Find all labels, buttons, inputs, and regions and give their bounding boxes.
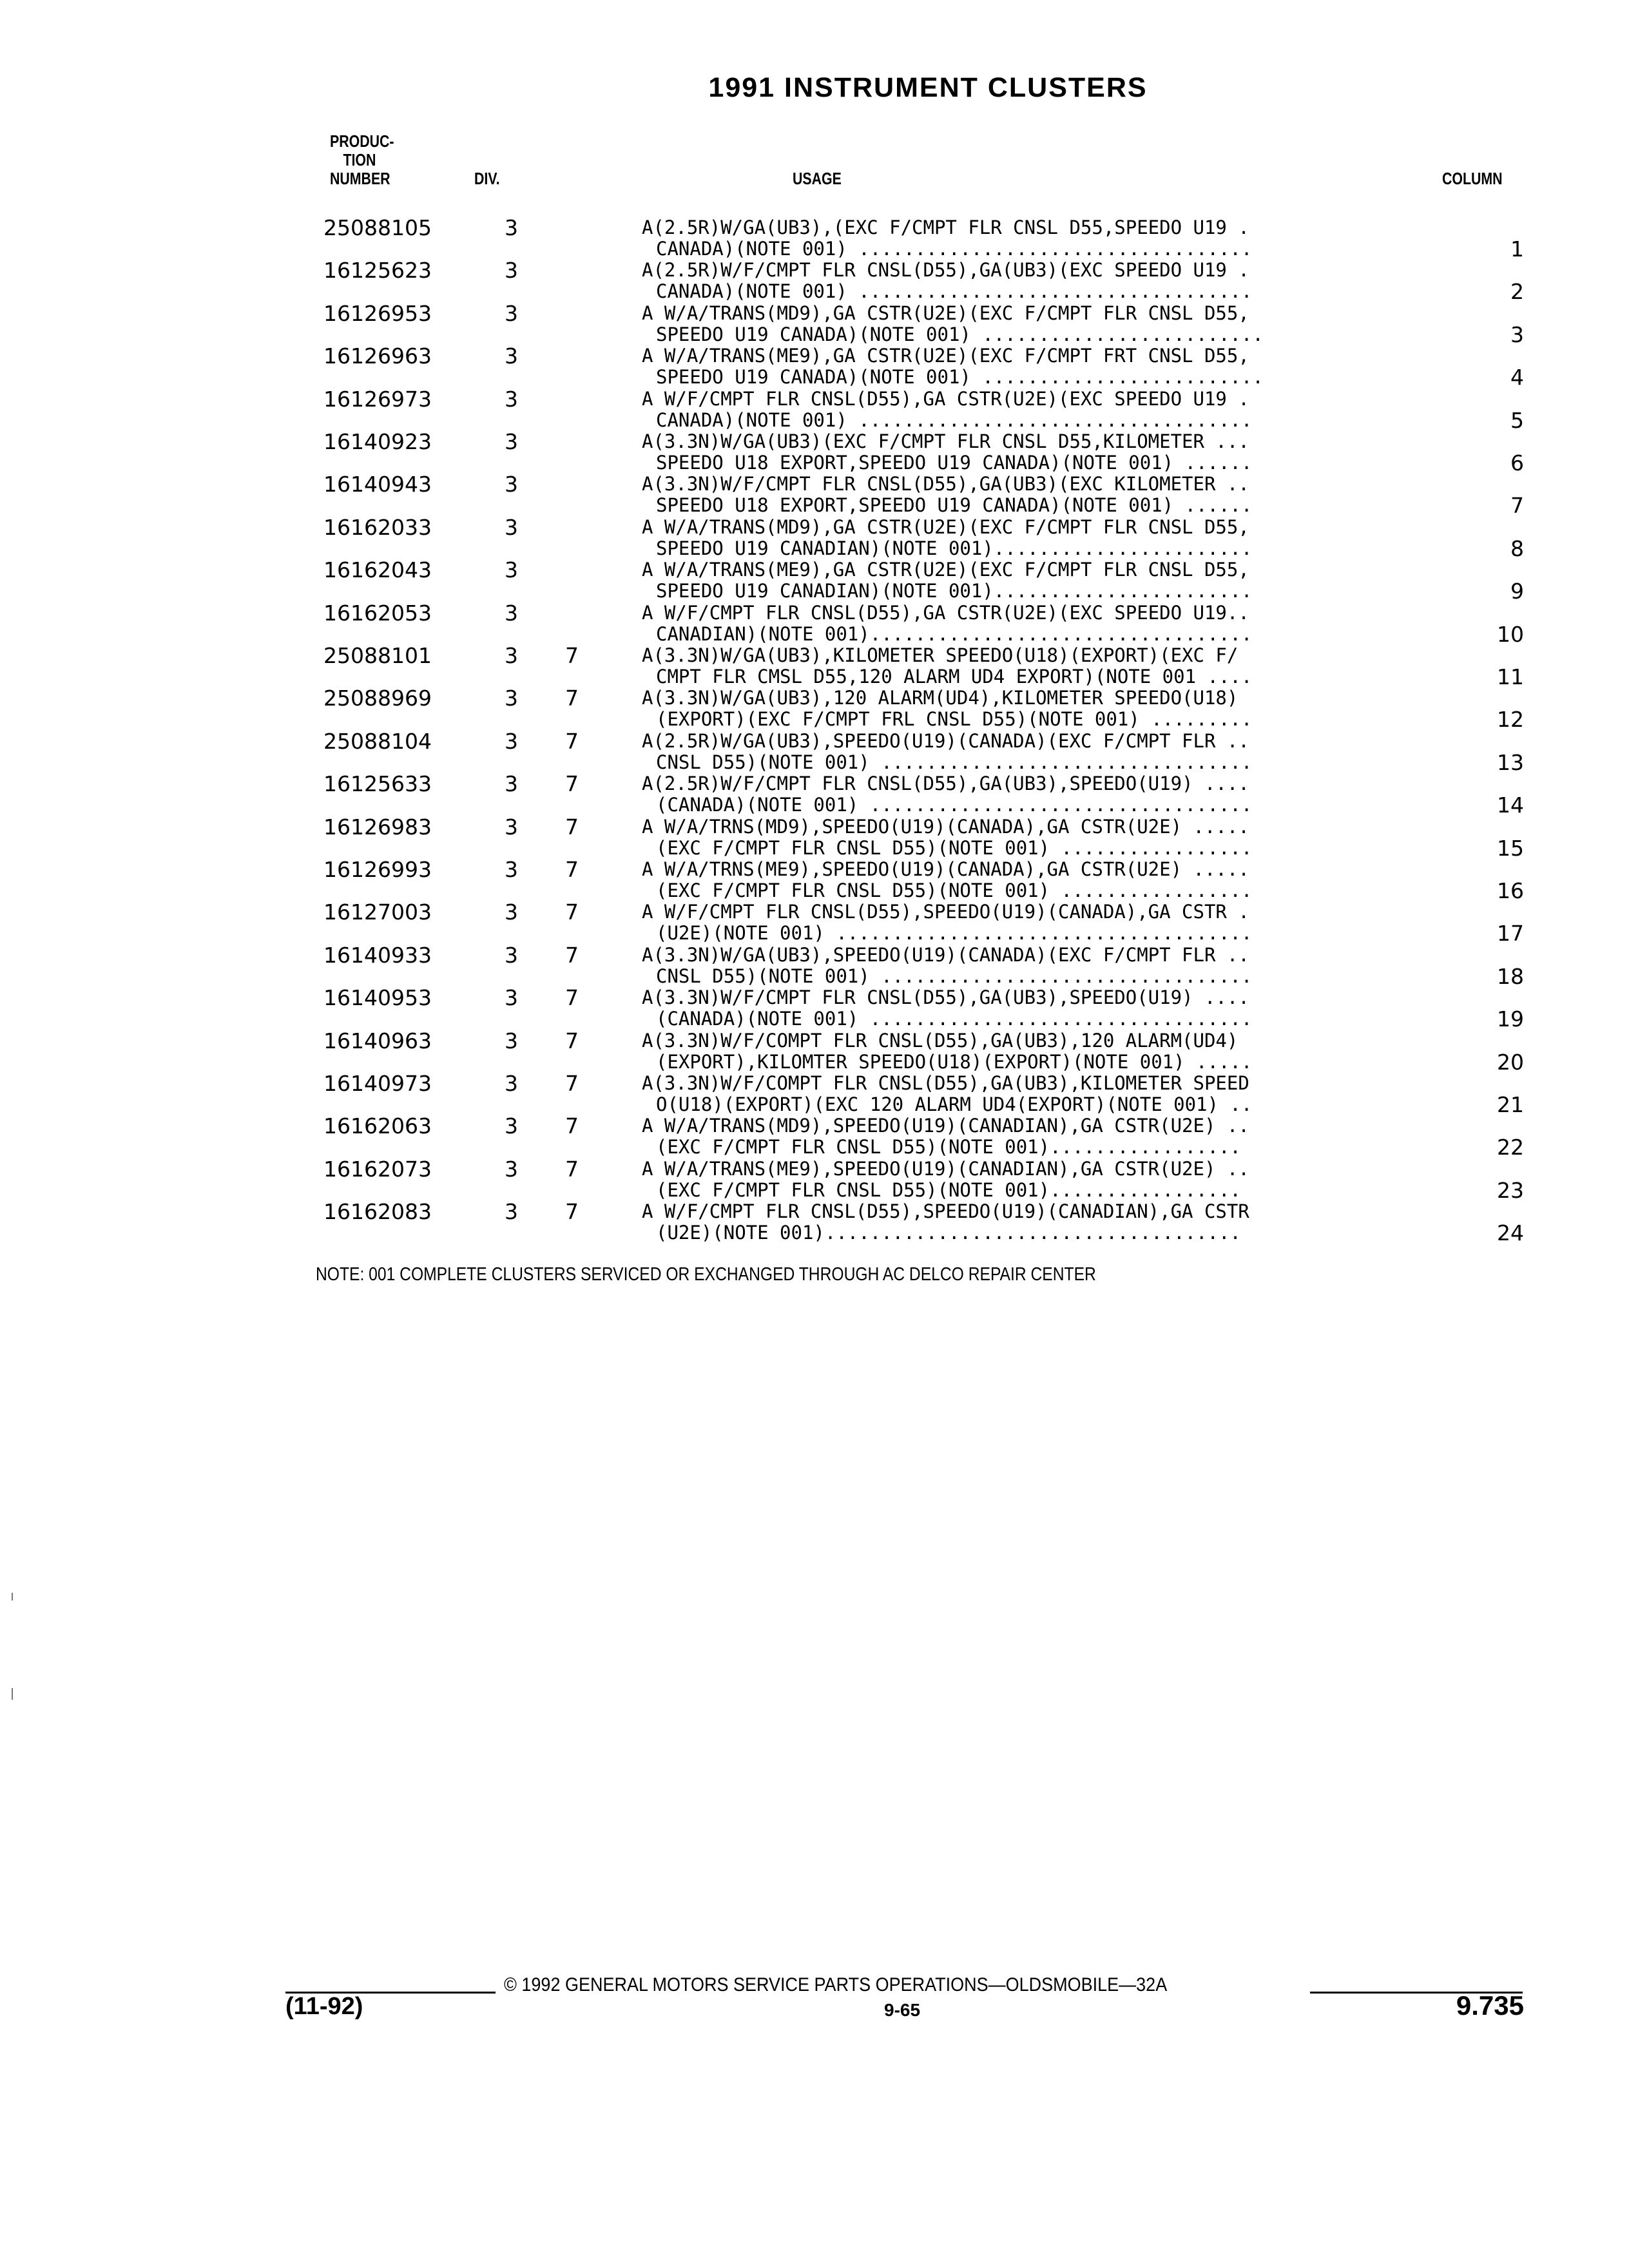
footer-copyright: © 1992 GENERAL MOTORS SERVICE PARTS OPERATIONS—OLDSMOBILE—32A [504, 1974, 1168, 1995]
production-number: 16126983 [323, 814, 432, 840]
division-code: 3 [505, 343, 518, 369]
table-row [0, 300, 1629, 347]
production-number-header [330, 131, 394, 188]
usage-description [642, 474, 1473, 516]
table-row [0, 773, 1629, 816]
usage-description [642, 602, 1473, 645]
production-number-header-line-1: PRODUC- [330, 131, 394, 151]
usage-line-2: CNSL D55)(NOTE 001) ................................. [656, 965, 1253, 987]
usage-line-1: A W/A/TRNS(ME9),SPEEDO(U19)(CANADA),GA CSTR(U2E) ..... [642, 859, 1249, 880]
division-code: 3 [505, 429, 518, 454]
usage-line-2: CANADA)(NOTE 001) ................................... [656, 281, 1253, 303]
usage-description [642, 303, 1473, 345]
usage-description [642, 645, 1473, 687]
usage-description [642, 945, 1473, 987]
footnote: NOTE: 001 COMPLETE CLUSTERS SERVICED OR EXCHANGED THROUGH AC DELCO REPAIR CENTER [316, 1264, 1096, 1285]
column-number: 8 [1510, 535, 1524, 561]
usage-line-2: CANADA)(NOTE 001) ................................... [656, 409, 1253, 431]
column-number: 19 [1497, 1006, 1524, 1032]
usage-line-2: (EXC F/CMPT FLR CNSL D55)(NOTE 001) ................. [656, 880, 1253, 901]
production-number: 16127003 [323, 899, 432, 925]
usage-line-1: A(3.3N)W/F/CMPT FLR CNSL(D55),GA(UB3)(EXC KILOMETER .. [642, 474, 1249, 495]
production-number: 16126963 [323, 343, 432, 369]
column-number: 4 [1510, 365, 1524, 390]
table-row [0, 686, 1629, 733]
column-number: 20 [1497, 1049, 1524, 1075]
table-row [0, 816, 1629, 859]
usage-line-2: (EXPORT)(EXC F/CMPT FRL CNSL D55)(NOTE 001) ......... [656, 709, 1253, 731]
production-number: 25088104 [323, 728, 432, 754]
production-number: 16162063 [323, 1113, 432, 1139]
production-number-header-line-3: NUMBER [330, 169, 390, 188]
division-code: 3 [505, 472, 518, 497]
usage-line-1: A(3.3N)W/F/CMPT FLR CNSL(D55),GA(UB3),SPEEDO(U19) .... [642, 987, 1249, 1009]
table-row [0, 1073, 1629, 1115]
usage-description [642, 687, 1473, 730]
usage-line-2: (EXC F/CMPT FLR CNSL D55)(NOTE 001) ................. [656, 837, 1253, 859]
usage-line-1: A W/A/TRANS(ME9),GA CSTR(U2E)(EXC F/CMPT FRT CNSL D55, [642, 345, 1249, 367]
column-number: 1 [1510, 236, 1524, 262]
division-code: 3 [505, 1113, 518, 1139]
production-number: 16140973 [323, 1071, 432, 1096]
production-number: 16140943 [323, 472, 432, 497]
usage-line-1: A W/F/CMPT FLR CNSL(D55),GA CSTR(U2E)(EXC SPEEDO U19 . [642, 388, 1249, 410]
usage-line-2: SPEEDO U19 CANADA)(NOTE 001) ......................... [656, 367, 1264, 389]
footer-date-code: (11-92) [285, 1993, 363, 2020]
usage-line-1: A W/F/CMPT FLR CNSL(D55),SPEEDO(U19)(CANADIAN),GA CSTR [642, 1201, 1249, 1223]
division-code: 3 [505, 728, 518, 754]
usage-description [642, 217, 1473, 260]
table-row [0, 472, 1629, 519]
column-header: COLUMN [1442, 169, 1503, 188]
column-number: 6 [1510, 450, 1524, 476]
usage-line-1: A(2.5R)W/GA(UB3),(EXC F/CMPT FLR CNSL D55,SPEEDO U19 . [642, 217, 1249, 238]
usage-line-1: A(3.3N)W/F/COMPT FLR CNSL(D55),GA(UB3),120 ALARM(UD4) [642, 1030, 1239, 1052]
table-row [0, 1158, 1629, 1201]
usage-description [642, 517, 1473, 559]
usage-description [642, 389, 1473, 431]
footer-section-number: 9.735 [1456, 1990, 1524, 2021]
column-number: 18 [1497, 963, 1524, 989]
usage-line-2: O(U18)(EXPORT)(EXC 120 ALARM UD4(EXPORT)(NOTE 001) .. [656, 1094, 1253, 1115]
division-code: 3 [505, 814, 518, 840]
table-row [0, 431, 1629, 474]
division-code-secondary: 7 [565, 686, 579, 711]
usage-line-2: SPEEDO U18 EXPORT,SPEEDO U19 CANADA)(NOTE 001) ...... [656, 452, 1253, 474]
production-number: 16125623 [323, 258, 432, 284]
usage-line-1: A(3.3N)W/GA(UB3),SPEEDO(U19)(CANADA)(EXC F/CMPT FLR .. [642, 944, 1249, 966]
production-number: 16126973 [323, 386, 432, 412]
division-code-secondary: 7 [565, 1199, 579, 1225]
division-code: 3 [505, 386, 518, 412]
usage-line-2: CANADA)(NOTE 001) ................................... [656, 238, 1253, 260]
table-row [0, 942, 1629, 989]
table-row [0, 728, 1629, 775]
production-number: 16140933 [323, 942, 432, 968]
division-code: 3 [505, 686, 518, 711]
usage-line-2: SPEEDO U19 CANADA)(NOTE 001) ......................... [656, 323, 1264, 345]
column-number: 2 [1510, 279, 1524, 305]
column-number: 5 [1510, 407, 1524, 433]
production-number-header-line-2: TION [343, 150, 376, 169]
division-code-secondary: 7 [565, 1113, 579, 1139]
scan-edge-mark [12, 1688, 13, 1700]
usage-description [642, 431, 1473, 474]
usage-description [642, 1030, 1473, 1073]
usage-description [642, 1201, 1473, 1244]
usage-line-2: (CANADA)(NOTE 001) .................................. [656, 1008, 1253, 1030]
column-number: 15 [1497, 835, 1524, 861]
column-number: 10 [1497, 621, 1524, 647]
production-number: 16162053 [323, 600, 432, 626]
usage-line-2: (CANADA)(NOTE 001) .................................. [656, 794, 1253, 816]
usage-description [642, 1158, 1473, 1201]
column-number: 11 [1497, 664, 1524, 689]
usage-description [642, 1115, 1473, 1158]
page-title: 1991 INSTRUMENT CLUSTERS [708, 72, 1148, 103]
division-code-secondary: 7 [565, 942, 579, 968]
column-number: 21 [1497, 1092, 1524, 1117]
usage-line-1: A(3.3N)W/F/COMPT FLR CNSL(D55),GA(UB3),KILOMETER SPEED [642, 1073, 1249, 1094]
usage-line-2: SPEEDO U19 CANADIAN)(NOTE 001)....................... [656, 537, 1253, 559]
table-row [0, 345, 1629, 388]
production-number: 16126993 [323, 857, 432, 882]
table-row [0, 1201, 1629, 1244]
usage-description [642, 559, 1473, 602]
usage-line-1: A W/F/CMPT FLR CNSL(D55),GA CSTR(U2E)(EXC SPEEDO U19.. [642, 602, 1249, 624]
division-code-secondary: 7 [565, 643, 579, 668]
usage-description [642, 816, 1473, 859]
production-number: 25088969 [323, 686, 432, 711]
usage-line-1: A W/A/TRANS(MD9),GA CSTR(U2E)(EXC F/CMPT FLR CNSL D55, [642, 302, 1249, 324]
usage-line-2: SPEEDO U18 EXPORT,SPEEDO U19 CANADA)(NOTE 001) ...... [656, 495, 1253, 517]
usage-description [642, 987, 1473, 1030]
division-code-secondary: 7 [565, 899, 579, 925]
scan-edge-mark [12, 1593, 13, 1600]
column-number: 9 [1510, 579, 1524, 604]
table-row [0, 602, 1629, 645]
usage-line-2: (EXC F/CMPT FLR CNSL D55)(NOTE 001)................. [656, 1137, 1241, 1158]
usage-line-1: A(2.5R)W/GA(UB3),SPEEDO(U19)(CANADA)(EXC F/CMPT FLR .. [642, 730, 1249, 752]
usage-line-1: A W/A/TRANS(ME9),GA CSTR(U2E)(EXC F/CMPT FLR CNSL D55, [642, 559, 1249, 581]
usage-line-2: (U2E)(NOTE 001)..................................... [656, 1222, 1241, 1244]
column-number: 17 [1497, 921, 1524, 947]
table-row [0, 645, 1629, 687]
table-row [0, 1030, 1629, 1073]
division-code-secondary: 7 [565, 1156, 579, 1182]
division-code: 3 [505, 643, 518, 668]
column-number: 13 [1497, 749, 1524, 775]
column-number: 16 [1497, 878, 1524, 903]
division-code: 3 [505, 1199, 518, 1225]
table-row [0, 217, 1629, 260]
table-row [0, 899, 1629, 947]
usage-line-1: A(3.3N)W/GA(UB3),120 ALARM(UD4),KILOMETER SPEEDO(U18) [642, 687, 1239, 709]
usage-line-1: A(3.3N)W/GA(UB3)(EXC F/CMPT FLR CNSL D55,KILOMETER ... [642, 431, 1249, 452]
division-code: 3 [505, 771, 518, 797]
table-row [0, 258, 1629, 305]
production-number: 16126953 [323, 300, 432, 326]
usage-line-1: A(2.5R)W/F/CMPT FLR CNSL(D55),GA(UB3),SPEEDO(U19) .... [642, 773, 1249, 795]
usage-line-2: SPEEDO U19 CANADIAN)(NOTE 001)....................... [656, 581, 1253, 602]
table-row [0, 559, 1629, 602]
division-code: 3 [505, 557, 518, 583]
division-code-secondary: 7 [565, 728, 579, 754]
column-number: 22 [1497, 1135, 1524, 1160]
production-number: 16162073 [323, 1156, 432, 1182]
column-number: 23 [1497, 1177, 1524, 1203]
production-number: 25088101 [323, 643, 432, 668]
usage-line-2: CMPT FLR CMSL D55,120 ALARM UD4 EXPORT)(NOTE 001 .... [656, 666, 1253, 687]
production-number: 16162083 [323, 1199, 432, 1225]
usage-description [642, 1073, 1473, 1115]
usage-line-1: A W/A/TRNS(MD9),SPEEDO(U19)(CANADA),GA CSTR(U2E) ..... [642, 816, 1249, 838]
table-row [0, 1115, 1629, 1158]
division-code-secondary: 7 [565, 985, 579, 1011]
div-header: DIV. [474, 169, 500, 188]
production-number: 16140923 [323, 429, 432, 454]
usage-description [642, 901, 1473, 944]
division-code-secondary: 7 [565, 814, 579, 840]
division-code: 3 [505, 1071, 518, 1096]
division-code: 3 [505, 600, 518, 626]
usage-line-2: (EXPORT),KILOMTER SPEEDO(U18)(EXPORT)(NOTE 001) ..... [656, 1051, 1253, 1073]
division-code-secondary: 7 [565, 857, 579, 882]
usage-line-2: CNSL D55)(NOTE 001) ................................. [656, 751, 1253, 773]
division-code-secondary: 7 [565, 771, 579, 797]
division-code: 3 [505, 942, 518, 968]
usage-line-1: A W/A/TRANS(MD9),SPEEDO(U19)(CANADIAN),GA CSTR(U2E) .. [642, 1115, 1249, 1137]
division-code: 3 [505, 1028, 518, 1053]
production-number: 16140963 [323, 1028, 432, 1053]
division-code: 3 [505, 985, 518, 1011]
column-number: 14 [1497, 793, 1524, 818]
usage-description [642, 345, 1473, 388]
usage-description [642, 260, 1473, 302]
production-number: 25088105 [323, 215, 432, 240]
column-number: 24 [1497, 1220, 1524, 1246]
table-row [0, 386, 1629, 433]
footer-page-number: 9-65 [884, 2000, 921, 2020]
usage-description [642, 731, 1473, 773]
column-number: 12 [1497, 707, 1524, 733]
usage-description [642, 773, 1473, 816]
division-code: 3 [505, 300, 518, 326]
usage-line-1: A W/A/TRANS(MD9),GA CSTR(U2E)(EXC F/CMPT FLR CNSL D55, [642, 516, 1249, 538]
column-number: 7 [1510, 493, 1524, 519]
table-row [0, 514, 1629, 561]
usage-description [642, 859, 1473, 901]
table-row [0, 987, 1629, 1030]
usage-header: USAGE [793, 169, 842, 188]
division-code: 3 [505, 899, 518, 925]
usage-line-1: A W/A/TRANS(ME9),SPEEDO(U19)(CANADIAN),GA CSTR(U2E) .. [642, 1158, 1249, 1180]
division-code: 3 [505, 857, 518, 882]
usage-line-2: CANADIAN)(NOTE 001).................................. [656, 623, 1253, 645]
usage-line-1: A(2.5R)W/F/CMPT FLR CNSL(D55),GA(UB3)(EXC SPEEDO U19 . [642, 260, 1249, 282]
division-code-secondary: 7 [565, 1071, 579, 1096]
division-code: 3 [505, 514, 518, 540]
division-code: 3 [505, 258, 518, 284]
division-code: 3 [505, 215, 518, 240]
production-number: 16125633 [323, 771, 432, 797]
usage-line-2: (EXC F/CMPT FLR CNSL D55)(NOTE 001)................. [656, 1179, 1241, 1201]
division-code-secondary: 7 [565, 1028, 579, 1053]
production-number: 16162043 [323, 557, 432, 583]
usage-line-1: A(3.3N)W/GA(UB3),KILOMETER SPEEDO(U18)(EXPORT)(EXC F/ [642, 645, 1239, 666]
production-number: 16162033 [323, 514, 432, 540]
usage-line-1: A W/F/CMPT FLR CNSL(D55),SPEEDO(U19)(CANADA),GA CSTR . [642, 901, 1249, 923]
production-number: 16140953 [323, 985, 432, 1011]
column-number: 3 [1510, 322, 1524, 347]
division-code: 3 [505, 1156, 518, 1182]
usage-line-2: (U2E)(NOTE 001) ..................................... [656, 923, 1253, 945]
table-row [0, 859, 1629, 901]
